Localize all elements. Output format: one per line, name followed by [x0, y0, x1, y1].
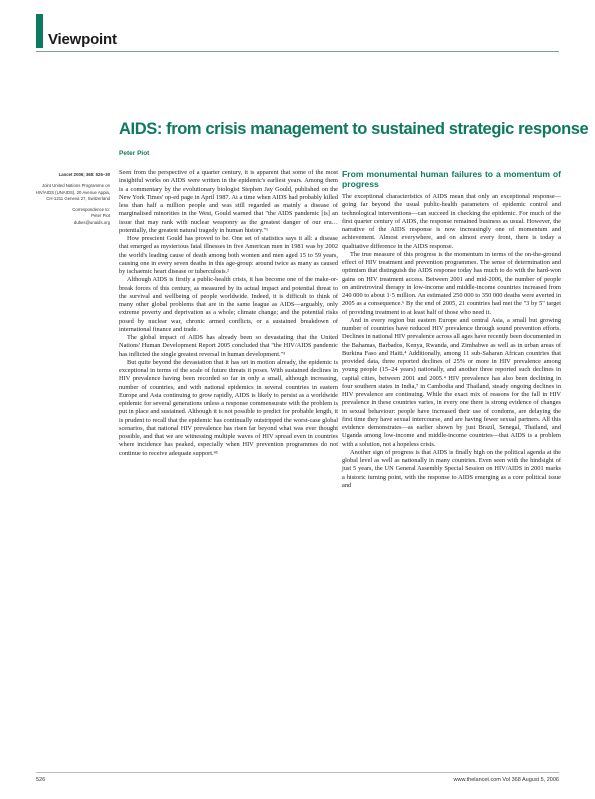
body-paragraph: The global impact of AIDS has already been so devastating that the United Nations' Human Development Report 2005 concluded that "the HIV/AIDS pandemic has inflicted the single greatest reversal in human development."³	[119, 334, 338, 358]
body-paragraph: Seen from the perspective of a quarter century, it is apparent that some of the most insightful works on AIDS were written in the epidemic's earliest years. Among them is a commentary by the evolutionary biologist Stephen Jay Gould, published on the New York Times' op-ed page in April 1987. At a time when AIDS had probably killed less than half a million people and was still regarded as mainly a disease of marginalised minorities in the West, Gould warned that "the AIDS pandemic [is] an issue that may rank with nuclear weaponry as the greatest danger of our era… potentially, the greatest natural tragedy in human history."¹	[119, 169, 338, 234]
correspondence-name: Peter Piot	[91, 213, 110, 219]
article-author: Peter Piot	[119, 150, 150, 157]
footer-rule	[36, 772, 559, 773]
journal-footer: www.thelancet.com Vol 368 August 5, 2006	[453, 777, 559, 783]
body-paragraph: Another sign of progress is that AIDS is finally high on the political agenda at the global level as well as nationally in many countries. Even seen with the hindsight of just 5 years, the UN General Assembly Special Session on HIV/AIDS in 2001 marks a historic turning point, with the response to AIDS emerging as a core political issue and	[342, 448, 561, 489]
article-title: AIDS: from crisis management to sustained strategic response	[119, 120, 589, 138]
section-marker	[36, 14, 43, 48]
right-column	[342, 170, 561, 490]
body-paragraph: And in every region but eastern Europe and central Asia, a small but growing number of countries have reduced HIV prevalence through sound prevention efforts. Declines in national HIV prevalence across all ages have recently been documented in the Bahamas, Barbados, Kenya, Rwanda, and Zimbabwe as well as in urban areas of Burkina Faso and Haiti.⁴ Additionally, among 11 sub-Saharan African countries that provided data, three reported declines of 25% or more in HIV prevalence among young people (15–24 years) nationally, and another three reported such declines in capital cities, between 2001 and 2005.⁴ HIV prevalence has also been declining in four southern states in India,⁷ in Cambodia and Thailand, steady ongoing declines in HIV prevalence are continuing. While the exact mix of reasons for the fall in HIV prevalence in these countries varies, in every one there is strong evidence of changes in sexual behaviour: people have increased their use of condoms, are delaying the first time they have sexual intercourse, and are having fewer sexual partners. All this evidence demonstrates—as earlier shown by just Brazil, Senegal, Thailand, and Uganda among low-income and middle-income countries—that AIDS is a problem with a solution, not a hopeless crisis.	[342, 316, 562, 448]
section-subheading: From monumental human failures to a momentum of progress	[342, 169, 561, 189]
correspondence-email[interactable]: dubes@unaids.org	[73, 219, 110, 225]
left-column	[119, 169, 338, 458]
body-paragraph: The exceptional characteristics of AIDS mean that only an exceptional response—going far beyond the usual public-health parameters of epidemic control and technological interventions—can succeed in checking the epidemic. For much of the first quarter century of AIDS, the response remained business as usual. However, the narrative of the AIDS response is now increasingly one of momentum and achievement. Almost everywhere, and on almost every front, there is today a qualitative difference in the AIDS response.	[342, 193, 561, 250]
header-rule	[36, 51, 559, 52]
body-paragraph: Although AIDS is firstly a public-health crisis, it has become one of the make-or-break forces of this century, as measured by its actual impact and potential threat to the survival and wellbeing of people worldwide. Indeed, it is difficult to think of many other global problems that are in the same league as AIDS—arguably, only extreme poverty and deprivation as a whole; climate change; and the potential risks posed by nuclear war, chronic armed conflicts, or a sustained breakdown of international finance and trade.	[119, 276, 338, 333]
affiliation: Joint United Nations Programme on HIV/AIDS (UNAIDS), 20 Avenue Appia, CH-1211 Geneva 27, Switzerland	[35, 183, 110, 201]
correspondence-label: Correspondence to:	[72, 207, 110, 213]
page-number: 526	[36, 777, 46, 783]
body-paragraph: How prescient Gould has proved to be. One set of statistics says it all: a disease that emerged as mysterious fatal illnesses in five American men in 1981 was by 2002 the world's leading cause of death among both women and men aged 15 to 59 years, causing one in every seven deaths in this age-group: around twice as many as caused by ischaemic heart disease or tuberculosis.²	[119, 235, 338, 275]
section-label: Viewpoint	[48, 31, 117, 48]
body-paragraph: But quite beyond the devastation that it has set in motion already, the epidemic is exceptional in terms of the scale of future threats it poses. With sustained declines in HIV prevalence having been recorded so far in only a small, although increasing, number of countries, and with national epidemics in several countries in eastern Europe and Asia continuing to grow rapidly, AIDS is likely to persist as a worldwide epidemic for several generations unless a response commensurate with the problem is put in place and sustained. Although it is not possible to predict for probable length, it is prudent to recall that the epidemic has continually outstripped the worst-case global scenarios, that national HIV prevalence has risen far beyond what was ever thought possible, and that we are witnessing multiple waves of HIV spread even in countries where incidence has peaked, especially when HIV prevention programmes do not continue to receive adequate support.⁴⁵	[119, 358, 338, 457]
body-paragraph: The true measure of this progress is the momentum in terms of the on-the-ground effect of HIV treatment and prevention programmes. The sense of determination and optimism that distinguish the AIDS response today has much to do with the hard-won gains on HIV treatment access. Between 2001 and mid-2006, the number of people on antiretroviral therapy in low-income and middle-income countries increased from 240 000 to about 1·5 million. An estimated 250 000 to 350 000 deaths were averted in 2005 as a consequence.⁶ By the end of 2005, 21 countries had met the "3 by 5" target of providing treatment to at least half of those who need it.	[342, 250, 561, 316]
margin-notes	[30, 172, 110, 226]
citation: Lancet 2006; 368: 526–30	[58, 172, 110, 177]
